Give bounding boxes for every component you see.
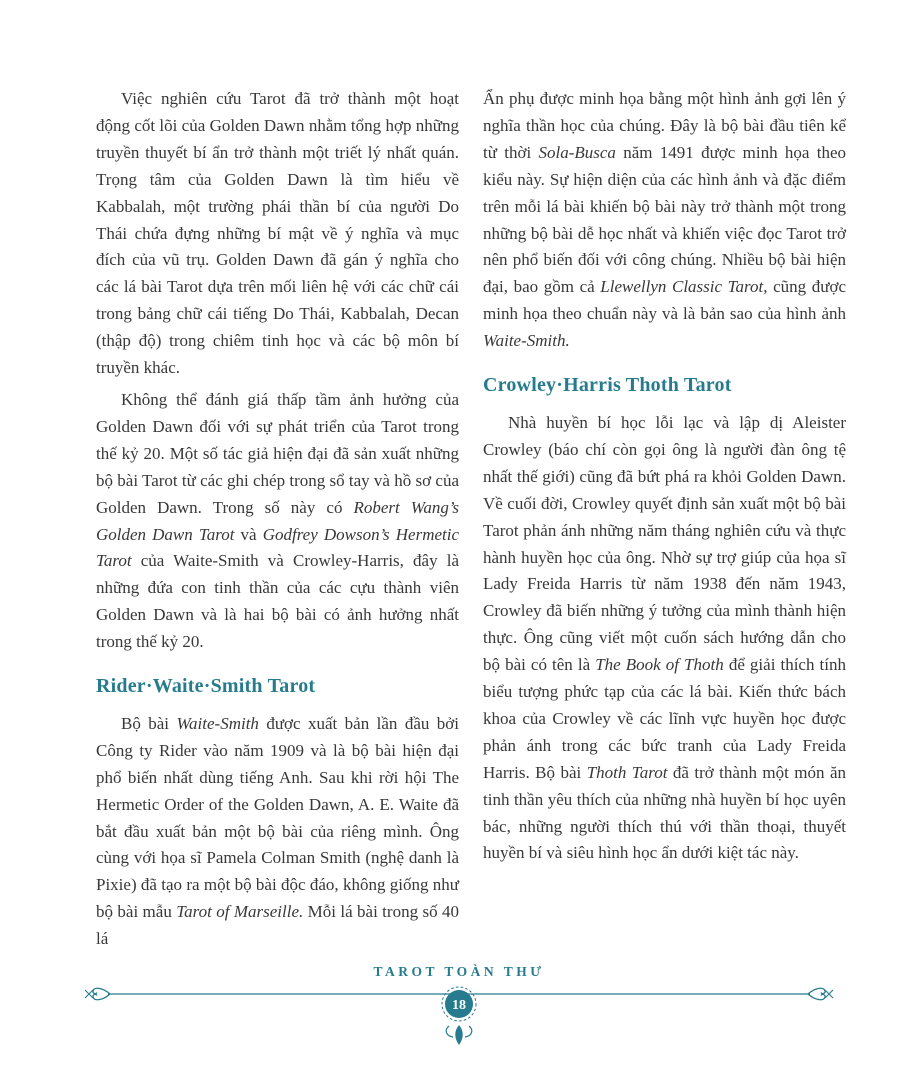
text-run: Sola-Busca <box>538 142 616 162</box>
text-run: Waite-Smith. <box>483 331 570 351</box>
page-content <box>96 86 846 958</box>
text-run: Không thể đánh giá thấp tầm ảnh hưởng của Golden Dawn đối với sự phát triển của Tarot trong thế kỷ 20. Một số tác giả hiện đại đã sản xuất những bộ bài Tarot từ các ghi chép trong sổ tay và hồ sơ của Golden Dawn. Trong số này có <box>96 389 459 517</box>
paragraph <box>96 711 459 953</box>
text-run: Việc nghiên cứu Tarot đã trở thành một hoạt động cốt lõi của Golden Dawn nhằm tổng hợp những truyền thuyết bí ẩn trở thành một triết lý nhất quán. Trọng tâm của Golden Dawn là tìm hiểu về Kabbalah, một trường phái thần bí của người Do Thái chứa đựng những bí mật về ý nghĩa và mục đích của vũ trụ. Golden Dawn đã gán ý nghĩa cho các lá bài Tarot dựa trên mối liên hệ với các chữ cái trong bảng chữ cái tiếng Do Thái, Kabbalah, Decan (thập độ) trong chiêm tinh học và các bộ môn bí truyền khác. <box>96 89 459 378</box>
text-run: Ẩn phụ được minh họa bằng một hình ảnh gợi lên ý nghĩa thần học của chúng. Đây là bộ bài đầu tiên kể từ thời <box>483 89 846 162</box>
text-run: và <box>234 524 263 544</box>
heading-crowley-harris: Crowley·Harris Thoth Tarot <box>483 374 732 397</box>
text-run: năm 1491 được minh họa theo kiểu này. Sự hiện diện của các hình ảnh và đặc điểm trên mỗi lá bài khiến bộ bài này trở thành một trong những bộ bài dễ học nhất và khiến việc đọc Tarot trở nên phổ biến đối với công chúng. Nhiều bộ bài hiện đại, bao gồm cả <box>483 142 847 297</box>
text-run: The Book of Thoth <box>595 655 724 675</box>
paragraph <box>483 86 846 355</box>
paragraph <box>96 387 459 656</box>
page-footer <box>84 964 834 1064</box>
fleuron-icon <box>455 1025 463 1045</box>
text-run: được xuất bản lần đầu bởi Công ty Rider vào năm 1909 và là bộ bài hiện đại phổ biến nhất dùng tiếng Anh. Sau khi rời hội The Hermetic Order of the Golden Dawn, A. E. Waite đã bắt đầu xuất bản một bộ bài của riêng mình. Ông cùng với họa sĩ Pamela Colman Smith (nghệ danh là Pixie) đã tạo ra một bộ bài độc đáo, không giống như bộ bài mẫu <box>96 713 459 922</box>
text-run: Waite-Smith <box>176 713 259 733</box>
heading-rider-waite-smith: Rider·Waite·Smith Tarot <box>96 675 316 698</box>
text-run: Llewellyn Classic Tarot, <box>600 277 768 297</box>
text-run: Tarot of Marseille. <box>176 902 304 922</box>
flourish-right-icon <box>808 988 833 999</box>
text-run: Nhà huyền bí học lỗi lạc và lập dị Aleister Crowley (báo chí còn gọi ông là người đàn ông tệ nhất thế giới) cũng đã bứt phá ra khỏi Golden Dawn. Về cuối đời, Crowley quyết định sản xuất một bộ bài Tarot phản ánh những năm tháng nghiên cứu và thực hành huyền học của ông. Nhờ sự trợ giúp của họa sĩ Lady Freida Harris từ năm 1938 đến năm 1943, Crowley đã biến những ý tưởng của mình thành hiện thực. Ông cũng viết một cuốn sách hướng dẫn cho bộ bài có tên là <box>483 412 846 675</box>
page-number: 18 <box>452 998 466 1013</box>
text-run: Godfrey Dowson’s Hermetic Tarot <box>96 524 460 571</box>
running-title: TAROT TOÀN THƯ <box>373 964 545 979</box>
text-run: Mỗi lá bài trong số 40 lá <box>96 902 459 949</box>
footer-ornament <box>84 984 834 1064</box>
left-column <box>96 86 459 958</box>
paragraph <box>483 410 846 867</box>
paragraph <box>96 86 459 382</box>
text-run: để giải thích tính biểu tượng phức tạp của các lá bài. Kiến thức bách khoa của Crowley về các lĩnh vực huyền học được phản ánh trong các bức tranh của Lady Freida Harris. Bộ bài <box>483 655 846 782</box>
text-run: đã trở thành một món ăn tinh thần yêu thích của những nhà huyền bí học uyên bác, những người thích thú với thần thoại, thuyết huyền bí và siêu hình học ẩn dưới kiệt tác này. <box>483 762 847 863</box>
flourish-left-icon <box>85 988 110 999</box>
text-run: Robert Wang’s Golden Dawn Tarot <box>96 497 459 544</box>
text-run: Thoth Tarot <box>586 762 668 782</box>
text-run: Bộ bài <box>121 713 177 733</box>
right-column <box>483 86 846 958</box>
page-number-badge <box>442 987 476 1045</box>
text-run: của Waite-Smith và Crowley-Harris, đây là những đứa con tinh thần của các cựu thành viên Golden Dawn và là hai bộ bài có ảnh hưởng nhất trong thế kỷ 20. <box>96 551 459 652</box>
text-run: cũng được minh họa theo chuẩn này và là bản sao của hình ảnh <box>483 277 846 324</box>
